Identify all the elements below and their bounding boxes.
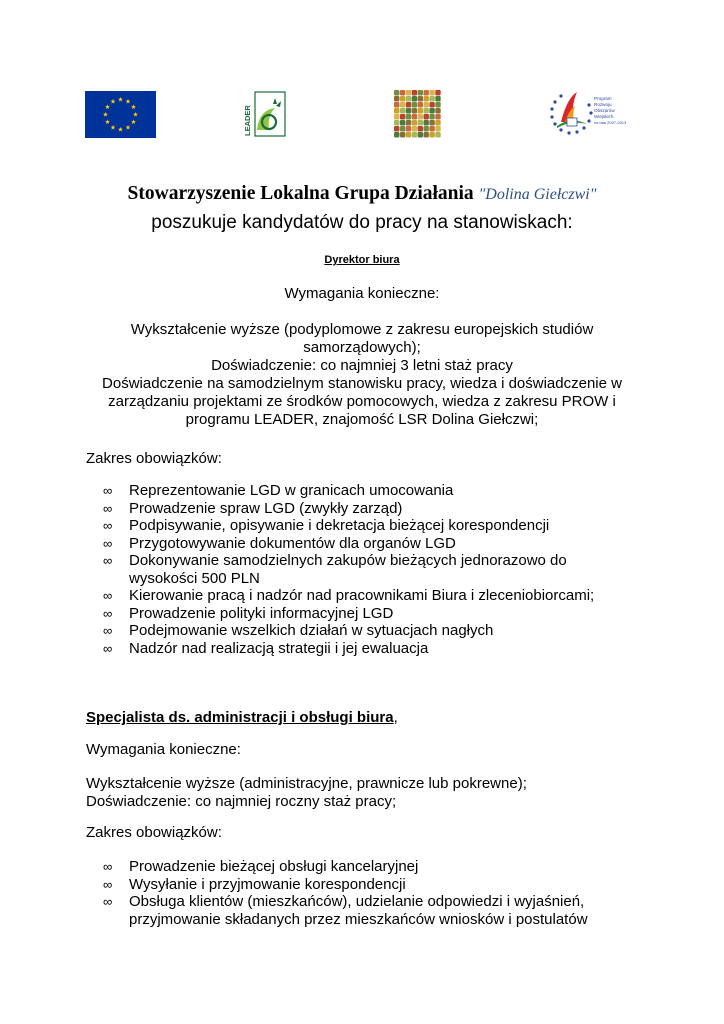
mosaic-cell [412,120,417,126]
mosaic-cell [429,96,434,102]
prow-line: na lata 2007-2013 [594,120,627,125]
mosaic-cell [429,90,434,96]
bullet-icon: ∞ [103,553,113,568]
mosaic-cell [418,102,423,108]
mosaic-cell [424,102,429,108]
section2-req-heading: Wymagania konieczne: [86,741,241,758]
mosaic-cell [435,126,440,132]
bullet-icon: ∞ [103,623,113,638]
list-item: ∞ Kierowanie pracą i nadzór nad pracownikami Biura i zleceniobiorcami; [103,587,595,604]
list-item: ∞ Przygotowywanie dokumentów dla organów LGD [103,534,456,552]
list-item: ∞ Obsługa klientów (mieszkańców), udzielanie odpowiedzi i wyjaśnień, przyjmowanie składanych przez mieszkańców wniosków i postulatów [103,893,588,928]
page-title [0,183,724,205]
mosaic-cell [400,108,405,114]
mosaic-cell [424,114,429,120]
mosaic-cell [394,126,399,132]
mosaic-cell [400,114,405,120]
mosaic-cell [435,102,440,108]
bullet-icon: ∞ [103,859,113,874]
mosaic-cell [406,90,411,96]
mosaic-cell [400,120,405,126]
position-1-title: Dyrektor biura [324,254,400,266]
eu-flag-icon [85,91,156,138]
req-line: Doświadczenie: co najmniej 3 letni staż pracy [211,357,513,374]
mosaic-cell [418,96,423,102]
section1-req-heading: Wymagania konieczne: [284,285,440,302]
mosaic-cell [400,90,405,96]
mosaic-cell [394,120,399,126]
section1-duties-heading: Zakres obowiązków: [86,450,222,467]
mosaic-cell [406,126,411,132]
mosaic-cell [412,126,417,132]
prow-line: Program [594,96,612,101]
section2-duties-heading: Zakres obowiązków: [86,824,222,841]
mosaic-cell [412,102,417,108]
list-item: ∞ Prowadzenie polityki informacyjnej LGD [103,604,394,622]
mosaic-cell [418,120,423,126]
bullet-icon: ∞ [103,535,113,551]
bullet-icon: ∞ [103,483,113,498]
position-2-suffix: , [393,709,398,726]
mosaic-cell [412,96,417,102]
mosaic-cell [400,102,405,108]
page-subtitle: poszukuje kandydatów do pracy na stanowiskach: [151,212,573,233]
bullet-icon: ∞ [103,894,113,909]
mosaic-cell [406,132,411,138]
mosaic-cell [412,132,417,138]
section1-duties-list [103,482,633,657]
mosaic-cell [418,90,423,96]
mosaic-cell [400,96,405,102]
dolina-gielczwi-logo [394,90,441,138]
prow-line: Rozwoju [594,102,612,107]
logo-row [0,88,724,138]
leader-logo [243,90,287,138]
mosaic-cell [429,120,434,126]
mosaic-cell [394,132,399,138]
req-line: Doświadczenie na samodzielnym stanowisku pracy, wiedza i doświadczenie w [102,375,622,392]
req-line: Doświadczenie: co najmniej roczny staż pracy; [86,793,397,810]
bullet-icon: ∞ [103,640,113,656]
mosaic-cell [394,108,399,114]
mosaic-cell [429,126,434,132]
mosaic-cell [418,126,423,132]
mosaic-cell [394,90,399,96]
mosaic-cell [424,120,429,126]
mosaic-cell [394,102,399,108]
mosaic-cell [435,90,440,96]
bullet-icon: ∞ [103,500,113,516]
list-item: ∞ Dokonywanie samodzielnych zakupów bieżących jednorazowo do wysokości 500 PLN [103,552,567,587]
mosaic-cell [424,132,429,138]
mosaic-cell [406,96,411,102]
mosaic-cell [400,126,405,132]
leader-text: LEADER [243,105,252,136]
bullet-icon: ∞ [103,876,113,892]
mosaic-cell [406,114,411,120]
bullet-icon: ∞ [103,588,113,603]
mosaic-cell [406,102,411,108]
prow-line: Wiejskich [594,114,614,119]
mosaic-cell [394,114,399,120]
mosaic-cell [412,108,417,114]
mosaic-cell [424,108,429,114]
mosaic-cell [406,120,411,126]
req-line: samorządowych); [303,339,421,356]
mosaic-cell [394,96,399,102]
mosaic-cell [418,132,423,138]
mosaic-cell [412,90,417,96]
mosaic-cell [424,90,429,96]
prow-line: Obszarów [594,108,615,113]
req-line: programu LEADER, znajomość LSR Dolina Giełczwi; [185,411,539,428]
mosaic-cell [406,108,411,114]
mosaic-cell [435,108,440,114]
mosaic-cell [412,114,417,120]
mosaic-cell [429,108,434,114]
mosaic-cell [424,126,429,132]
mosaic-cell [435,132,440,138]
org-name: Stowarzyszenie Lokalna Grupa Działania [127,183,474,204]
org-name-suffix: "Dolina Giełczwi" [478,186,597,203]
bullet-icon: ∞ [103,518,113,533]
mosaic-cell [424,96,429,102]
bullet-icon: ∞ [103,605,113,621]
mosaic-cell [400,132,405,138]
list-item: ∞ Wysyłanie i przyjmowanie korespondencji [103,875,406,893]
mosaic-cell [429,102,434,108]
req-line: Wykształcenie wyższe (podyplomowe z zakresu europejskich studiów [130,321,594,338]
mosaic-cell [429,114,434,120]
mosaic-cell [418,108,423,114]
list-item: ∞ Podejmowanie wszelkich działań w sytuacjach nagłych [103,622,494,639]
mosaic-cell [418,114,423,120]
section1-requirements [100,321,624,429]
section2-duties-list [103,858,633,928]
list-item: ∞ Nadzór nad realizacją strategii i jej ewaluacja [103,639,429,657]
prow-logo [547,88,637,138]
list-item: ∞ Podpisywanie, opisywanie i dekretacja bieżącej korespondencji [103,517,550,534]
mosaic-cell [435,96,440,102]
section2-requirements [86,775,646,811]
position-2-title [86,709,646,727]
req-line: Wykształcenie wyższe (administracyjne, prawnicze lub pokrewne); [86,775,527,792]
list-item: ∞ Reprezentowanie LGD w granicach umocowania [103,482,454,499]
list-item: ∞ Prowadzenie spraw LGD (zwykły zarząd) [103,499,403,517]
req-line: zarządzaniu projektami ze środków pomocowych, wiedza z zakresu PROW i [108,393,616,410]
position-2-name: Specjalista ds. administracji i obsługi biura [86,709,394,726]
mosaic-cell [429,132,434,138]
mosaic-cell [435,114,440,120]
mosaic-cell [435,120,440,126]
list-item: ∞ Prowadzenie bieżącej obsługi kancelaryjnej [103,858,419,875]
